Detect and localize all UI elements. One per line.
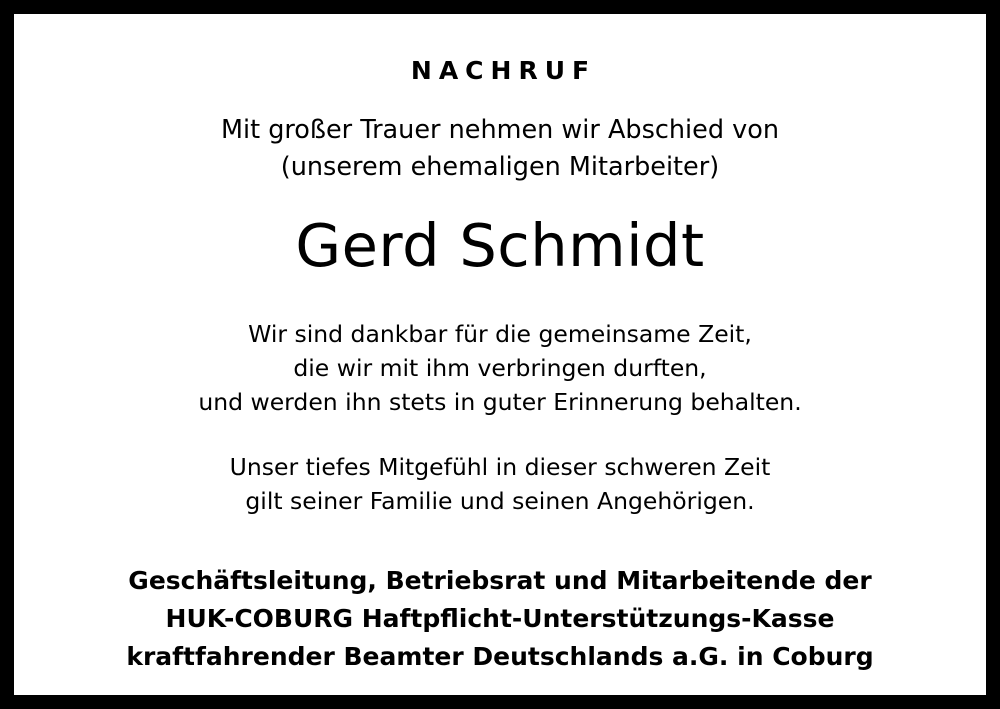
deceased-name: Gerd Schmidt: [295, 211, 705, 280]
intro-line-2: (unserem ehemaligen Mitarbeiter): [280, 152, 720, 182]
obituary-notice-card: [14, 14, 986, 695]
condolence-text: [230, 450, 771, 518]
condolence-line-1: Unser tiefes Mitgefühl in dieser schweren Zeit: [229, 453, 771, 481]
tribute-line-2: die wir mit ihm verbringen durften,: [293, 354, 707, 382]
tribute-line-3: und werden ihn stets in guter Erinnerung behalten.: [198, 388, 802, 416]
tribute-line-1: Wir sind dankbar für die gemeinsame Zeit,: [248, 320, 752, 348]
signatory-line-2: HUK-COBURG Haftpflicht-Unterstützungs-Kasse: [165, 604, 835, 633]
condolence-line-2: gilt seiner Familie und seinen Angehörigen.: [245, 487, 755, 515]
tribute-text: [198, 317, 801, 419]
signatory-line-1: Geschäftsleitung, Betriebsrat und Mitarbeitende der: [128, 566, 872, 595]
page-title: NACHRUF: [410, 56, 597, 85]
signatory-block: [126, 562, 873, 676]
intro-line-1: Mit großer Trauer nehmen wir Abschied von: [221, 115, 779, 145]
intro-text: [221, 112, 779, 186]
signatory-line-3: kraftfahrender Beamter Deutschlands a.G. in Coburg: [126, 642, 874, 671]
